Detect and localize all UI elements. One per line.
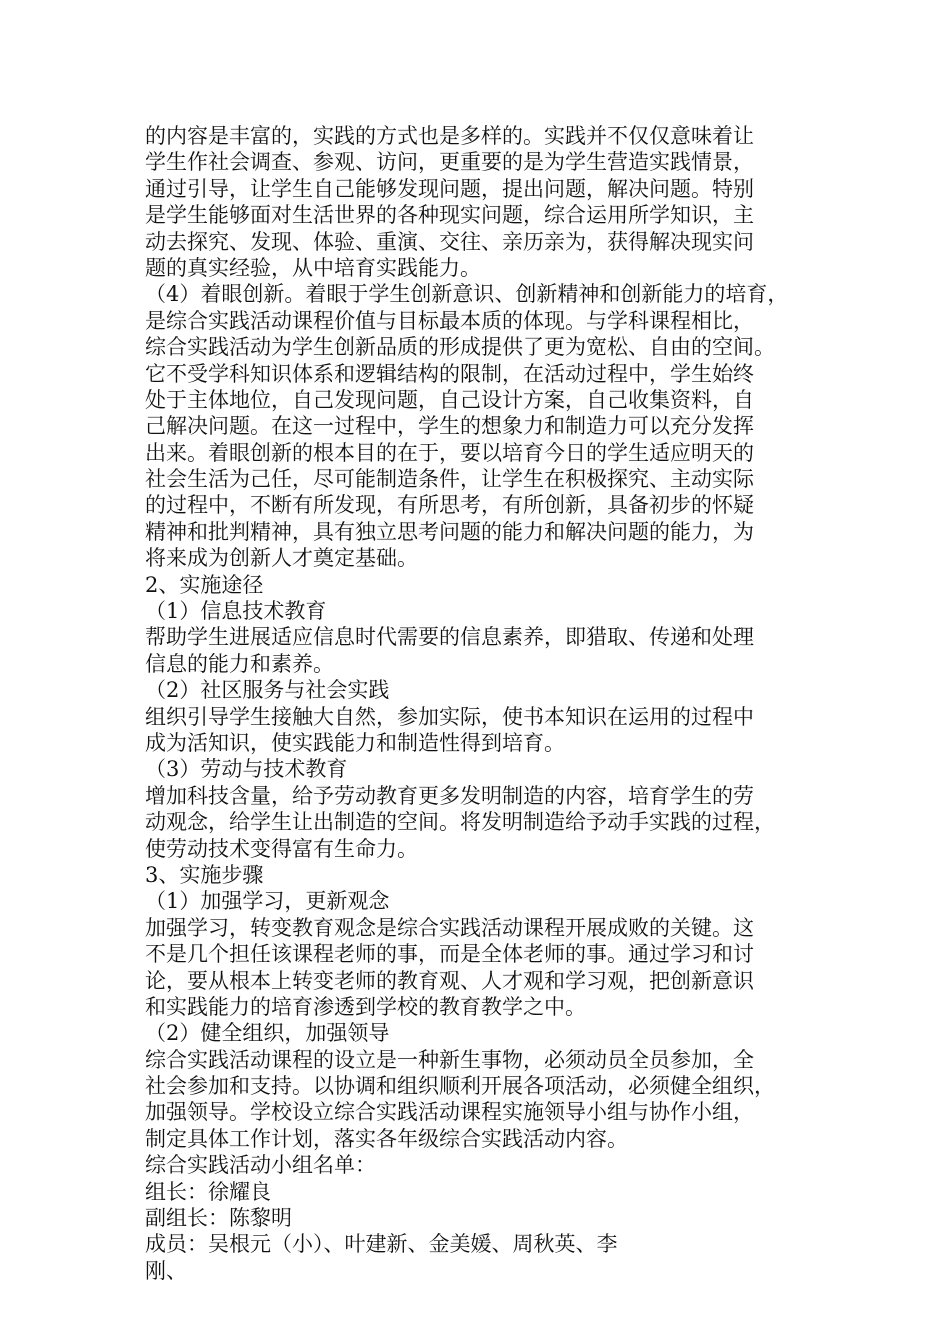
text-line: 出来。着眼创新的根本目的在于，要以培育今日的学生适应明天的: [145, 440, 754, 465]
member-line: 成员：吴根元（小）、叶建新、金美媛、周秋英、李: [145, 1232, 618, 1257]
text-line: 不是几个担任该课程老师的事，而是全体老师的事。通过学习和讨: [145, 942, 754, 967]
subsection-heading: （2）社区服务与社会实践: [145, 678, 390, 703]
text-line: 社会生活为己任，尽可能制造条件，让学生在积极探究、主动实际: [145, 467, 754, 492]
text-line: 题的真实经验，从中培育实践能力。: [145, 255, 481, 280]
text-line: （4）着眼创新。着眼于学生创新意识、创新精神和创新能力的培育，: [145, 282, 789, 307]
text-line: 综合实践活动为学生创新品质的形成提供了更为宽松、自由的空间。: [145, 335, 775, 360]
text-line: 的内容是丰富的，实践的方式也是多样的。实践并不仅仅意味着让: [145, 124, 754, 148]
text-line: 社会参加和支持。以协调和组织顺利开展各项活动，必须健全组织，: [145, 1074, 775, 1099]
text-line: 信息的能力和素养。: [145, 651, 334, 676]
member-line: 组长：徐耀良: [145, 1179, 271, 1204]
subsection-heading: （2）健全组织，加强领导: [145, 1021, 390, 1046]
text-line: 动观念，给学生让出制造的空间。将发明制造给予动手实践的过程，: [145, 810, 775, 835]
text-line: 和实践能力的培育渗透到学校的教育教学之中。: [145, 994, 586, 1019]
section-heading: 2、实施途径: [145, 572, 264, 597]
subsection-heading: （1）加强学习，更新观念: [145, 889, 390, 914]
text-line: 加强学习，转变教育观念是综合实践活动课程开展成败的关键。这: [145, 915, 754, 940]
text-line: 动去探究、发现、体验、重演、交往、亲历亲为，获得解决现实问: [145, 229, 754, 254]
text-line: 精神和批判精神，具有独立思考问题的能力和解决问题的能力，为: [145, 519, 754, 544]
text-line: 将来成为创新人才奠定基础。: [145, 546, 418, 571]
text-line: 学生作社会调查、参观、访问，更重要的是为学生营造实践情景，: [145, 150, 754, 175]
section-heading: 3、实施步骤: [145, 862, 264, 887]
document-body: [145, 123, 825, 1284]
text-line: 通过引导，让学生自己能够发现问题，提出问题，解决问题。特别: [145, 176, 754, 201]
text-line: 制定具体工作计划，落实各年级综合实践活动内容。: [145, 1126, 628, 1151]
text-line: 是综合实践活动课程价值与目标最本质的体现。与学科课程相比，: [145, 308, 754, 333]
text-line: 论，要从根本上转变老师的教育观、人才观和学习观，把创新意识: [145, 968, 754, 993]
text-line: 加强领导。学校设立综合实践活动课程实施领导小组与协作小组，: [145, 1100, 754, 1125]
text-line: 使劳动技术变得富有生命力。: [145, 836, 418, 861]
text-line: 成为活知识，使实践能力和制造性得到培育。: [145, 730, 565, 755]
member-line: 刚、: [145, 1258, 187, 1283]
list-heading: 综合实践活动小组名单：: [145, 1153, 376, 1178]
text-line: 增加科技含量，给予劳动教育更多发明制造的内容，培育学生的劳: [145, 783, 754, 808]
member-line: 副组长：陈黎明: [145, 1206, 292, 1231]
text-line: 是学生能够面对生活世界的各种现实问题，综合运用所学知识，主: [145, 203, 754, 228]
text-line: 它不受学科知识体系和逻辑结构的限制，在活动过程中，学生始终: [145, 361, 754, 386]
text-line: 己解决问题。在这一过程中，学生的想象力和制造力可以充分发挥: [145, 414, 754, 439]
text-line: 综合实践活动课程的设立是一种新生事物，必须动员全员参加，全: [145, 1047, 754, 1072]
text-line: 组织引导学生接触大自然，参加实际，使书本知识在运用的过程中: [145, 704, 754, 729]
text-line: 处于主体地位，自己发现问题，自己设计方案，自己收集资料，自: [145, 387, 754, 412]
text-line: 帮助学生进展适应信息时代需要的信息素养，即猎取、传递和处理: [145, 625, 754, 650]
text-line: 的过程中，不断有所发现，有所思考，有所创新，具备初步的怀疑: [145, 493, 754, 518]
subsection-heading: （3）劳动与技术教育: [145, 757, 348, 782]
subsection-heading: （1）信息技术教育: [145, 599, 327, 624]
